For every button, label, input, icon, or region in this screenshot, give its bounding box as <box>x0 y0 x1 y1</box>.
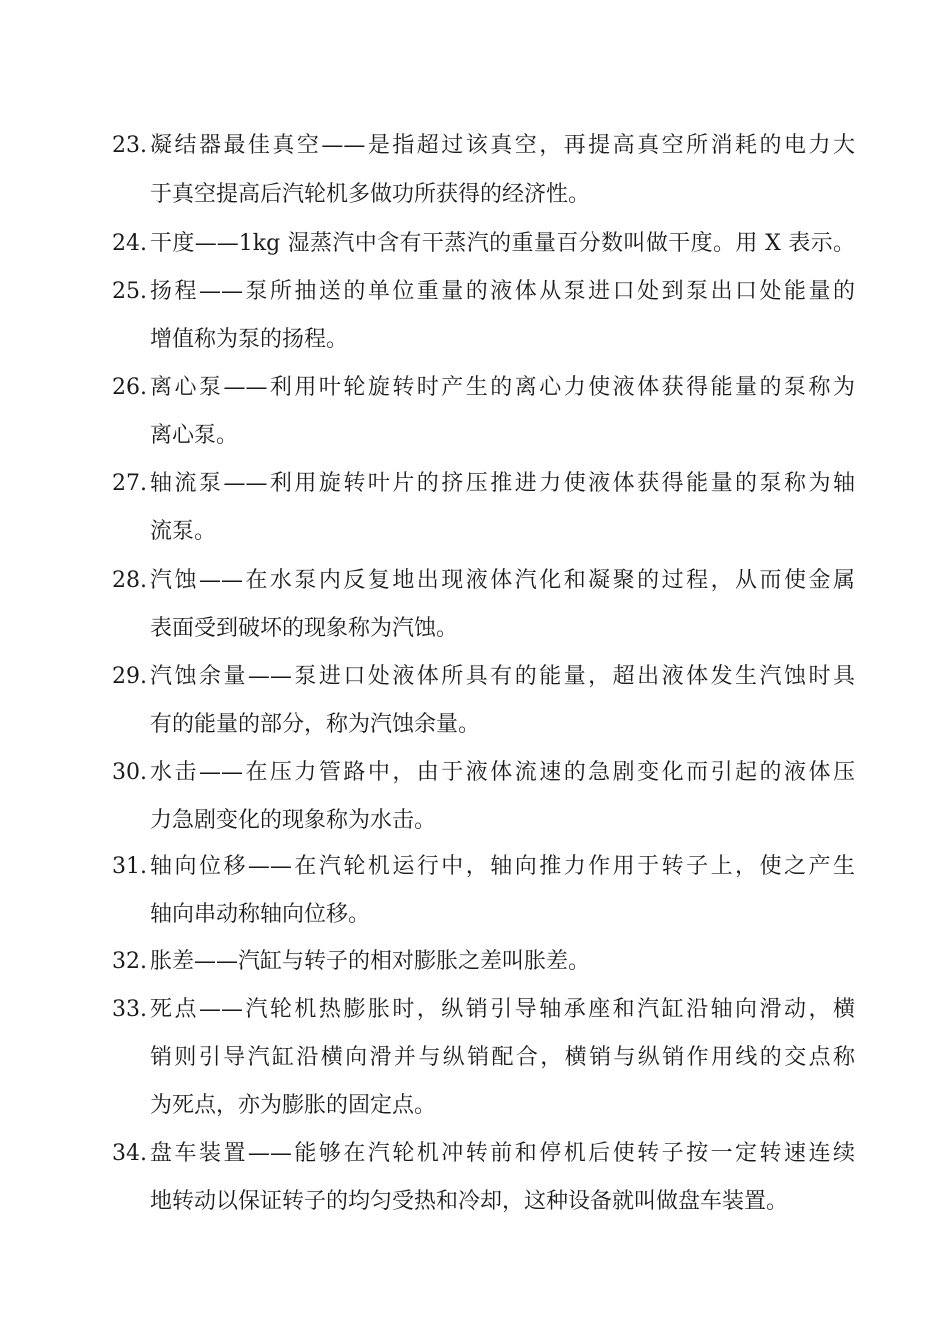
item-text-line: 于真空提高后汽轮机多做功所获得的经济性。 <box>150 182 591 207</box>
item-number: 23. <box>112 133 147 158</box>
item-text-line: 为死点，亦为膨胀的固定点。 <box>150 1093 437 1118</box>
item-number: 33. <box>112 997 147 1022</box>
item-text-line: 销则引导汽缸沿横向滑并与纵销配合，横销与纵销作用线的交点称 <box>150 1045 855 1070</box>
item-text-line: 表面受到破坏的现象称为汽蚀。 <box>150 616 459 641</box>
item-text-line: 流泵。 <box>150 519 217 544</box>
item-text-line: 轴向串动称轴向位移。 <box>150 902 371 927</box>
item-text-line: 轴向位移——在汽轮机运行中，轴向推力作用于转子上，使之产生 <box>150 854 855 879</box>
item-text-line: 力急剧变化的现象称为水击。 <box>150 808 437 833</box>
item-number: 27. <box>112 471 147 496</box>
item-text-line: 轴流泵——利用旋转叶片的挤压推进力使液体获得能量的泵称为轴 <box>150 471 855 496</box>
item-text-line: 干度——1kg 湿蒸汽中含有干蒸汽的重量百分数叫做干度。用 X 表示。 <box>150 231 855 256</box>
item-number: 24. <box>112 231 147 256</box>
item-text-line: 胀差——汽缸与转子的相对膨胀之差叫胀差。 <box>150 949 591 974</box>
item-text-line: 死点——汽轮机热膨胀时，纵销引导轴承座和汽缸沿轴向滑动，横 <box>150 997 855 1022</box>
item-number: 26. <box>112 375 147 400</box>
item-number: 25. <box>112 279 147 304</box>
item-number: 32. <box>112 949 147 974</box>
item-number: 34. <box>112 1141 147 1166</box>
item-text-line: 地转动以保证转子的均匀受热和冷却，这种设备就叫做盘车装置。 <box>150 1189 789 1214</box>
item-text-line: 凝结器最佳真空——是指超过该真空，再提高真空所消耗的电力大 <box>150 133 855 158</box>
item-text-line: 离心泵——利用叶轮旋转时产生的离心力使液体获得能量的泵称为 <box>150 375 855 400</box>
item-text-line: 水击——在压力管路中，由于液体流速的急剧变化而引起的液体压 <box>150 760 855 785</box>
item-text-line: 扬程——泵所抽送的单位重量的液体从泵进口处到泵出口处能量的 <box>150 279 855 304</box>
item-text-line: 有的能量的部分，称为汽蚀余量。 <box>150 712 481 737</box>
item-text-line: 汽蚀——在水泵内反复地出现液体汽化和凝聚的过程，从而使金属 <box>150 568 855 593</box>
item-text-line: 增值称为泵的扬程。 <box>150 327 349 352</box>
item-number: 30. <box>112 760 147 785</box>
item-text-line: 离心泵。 <box>150 423 239 448</box>
item-number: 28. <box>112 568 147 593</box>
item-text-line: 盘车装置——能够在汽轮机冲转前和停机后使转子按一定转速连续 <box>150 1141 855 1166</box>
item-number: 29. <box>112 664 147 689</box>
item-number: 31. <box>112 854 147 879</box>
item-text-line: 汽蚀余量——泵进口处液体所具有的能量，超出液体发生汽蚀时具 <box>150 664 855 689</box>
